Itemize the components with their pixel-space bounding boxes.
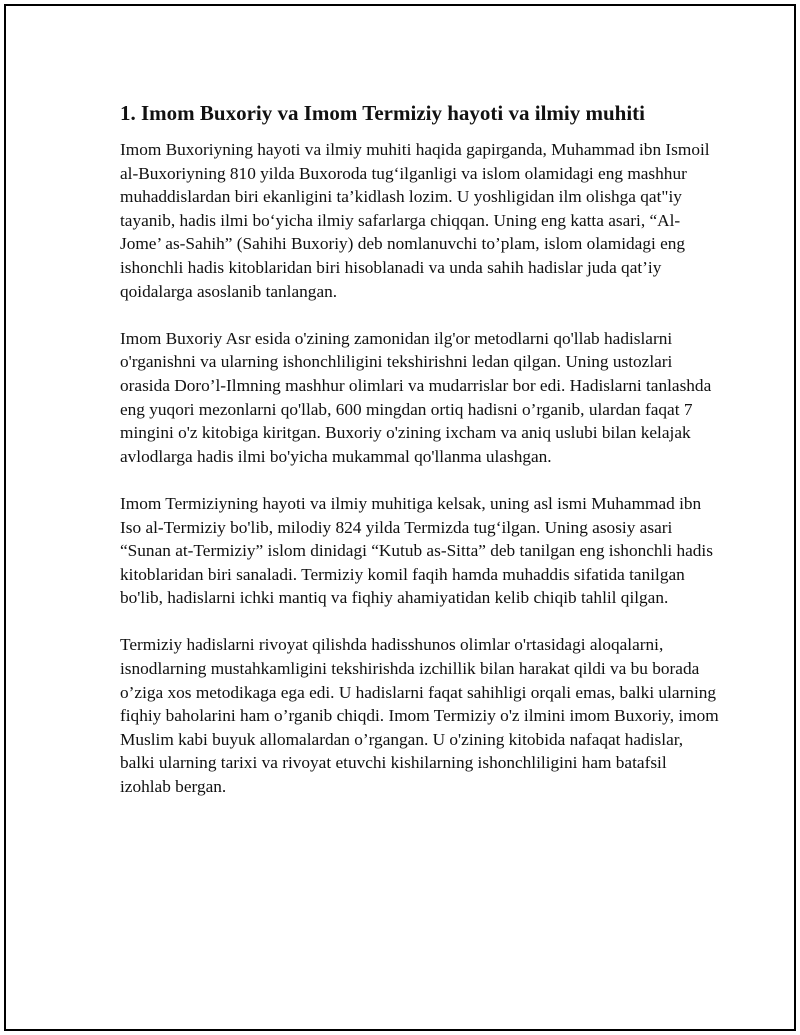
document-body [120, 98, 720, 822]
paragraph-2: Imom Buxoriy Asr esida o'zining zamonidan ilg'or metodlarni qo'llab hadislarni o'rganishni va ularning ishonchliligini tekshirishni ledan qilgan. Uning ustozlari orasida Doro’l-Ilmning mashhur olimlari va mudarrislar bor edi. Hadislarni tanlashda eng yuqori mezonlarni qo'llab, 600 mingdan ortiq hadisni o’rganib, ulardan faqat 7 mingini o'z kitobiga kiritgan. Buxoriy o'zining ixcham va aniq uslubi bilan kelajak avlodlarga hadis ilmi bo'yicha mukammal qo'llanma ulashgan. [120, 328, 712, 466]
paragraph-4: Termiziy hadislarni rivoyat qilishda hadisshunos olimlar o'rtasidagi aloqalarni, isnodlarning mustahkamligini tekshirishda izchillik bilan harakat qildi va bu borada o’ziga xos metodikaga ega edi. U hadislarni faqat sahihligi orqali emas, balki ularning fiqhiy baholarini ham o’rganib chiqdi. Imom Termiziy o'z ilmini imom Buxoriy, imom Muslim kabi buyuk allomalardan o’rgangan. U o'zining kitobida nafaqat hadislar, balki ularning tarixi va rivoyat etuvchi kishilarning ishonchliligini ham batafsil izohlab bergan. [120, 635, 719, 797]
section-heading: 1. Imom Buxoriy va Imom Termiziy hayoti va ilmiy muhiti [120, 101, 645, 125]
paragraph-1: Imom Buxoriyning hayoti va ilmiy muhiti haqida gapirganda, Muhammad ibn Ismoil al-Buxoriyning 810 yilda Buxoroda tug‘ilganligi va islom olamidagi eng mashhur muhaddislardan biri ekanligini ta’kidlash lozim. U yoshligidan ilm olishga qat"iy tayanib, hadis ilmi bo‘yicha ilmiy safarlarga chiqqan. Uning eng katta asari, “Al-Jome’ as-Sahih” (Sahihi Buxoriy) deb nomlanuvchi to’plam, islom olamidagi eng ishonchli hadis kitoblaridan biri hisoblanadi va unda sahih hadislar juda qat’iy qoidalarga asoslanib tanlangan. [120, 140, 710, 301]
document-page [4, 4, 796, 1031]
paragraph-3: Imom Termiziyning hayoti va ilmiy muhitiga kelsak, uning asl ismi Muhammad ibn Iso al-Termiziy bo'lib, milodiy 824 yilda Termizda tug‘ilgan. Uning asosiy asari “Sunan at-Termiziy” islom dinidagi “Kutub as-Sitta” deb tanilgan eng ishonchli hadis kitoblaridan biri sanaladi. Termiziy komil faqih hamda muhaddis sifatida tanilgan bo'lib, hadislarni ichki mantiq va fiqhiy ahamiyatidan kelib chiqib tahlil qilgan. [120, 493, 713, 608]
